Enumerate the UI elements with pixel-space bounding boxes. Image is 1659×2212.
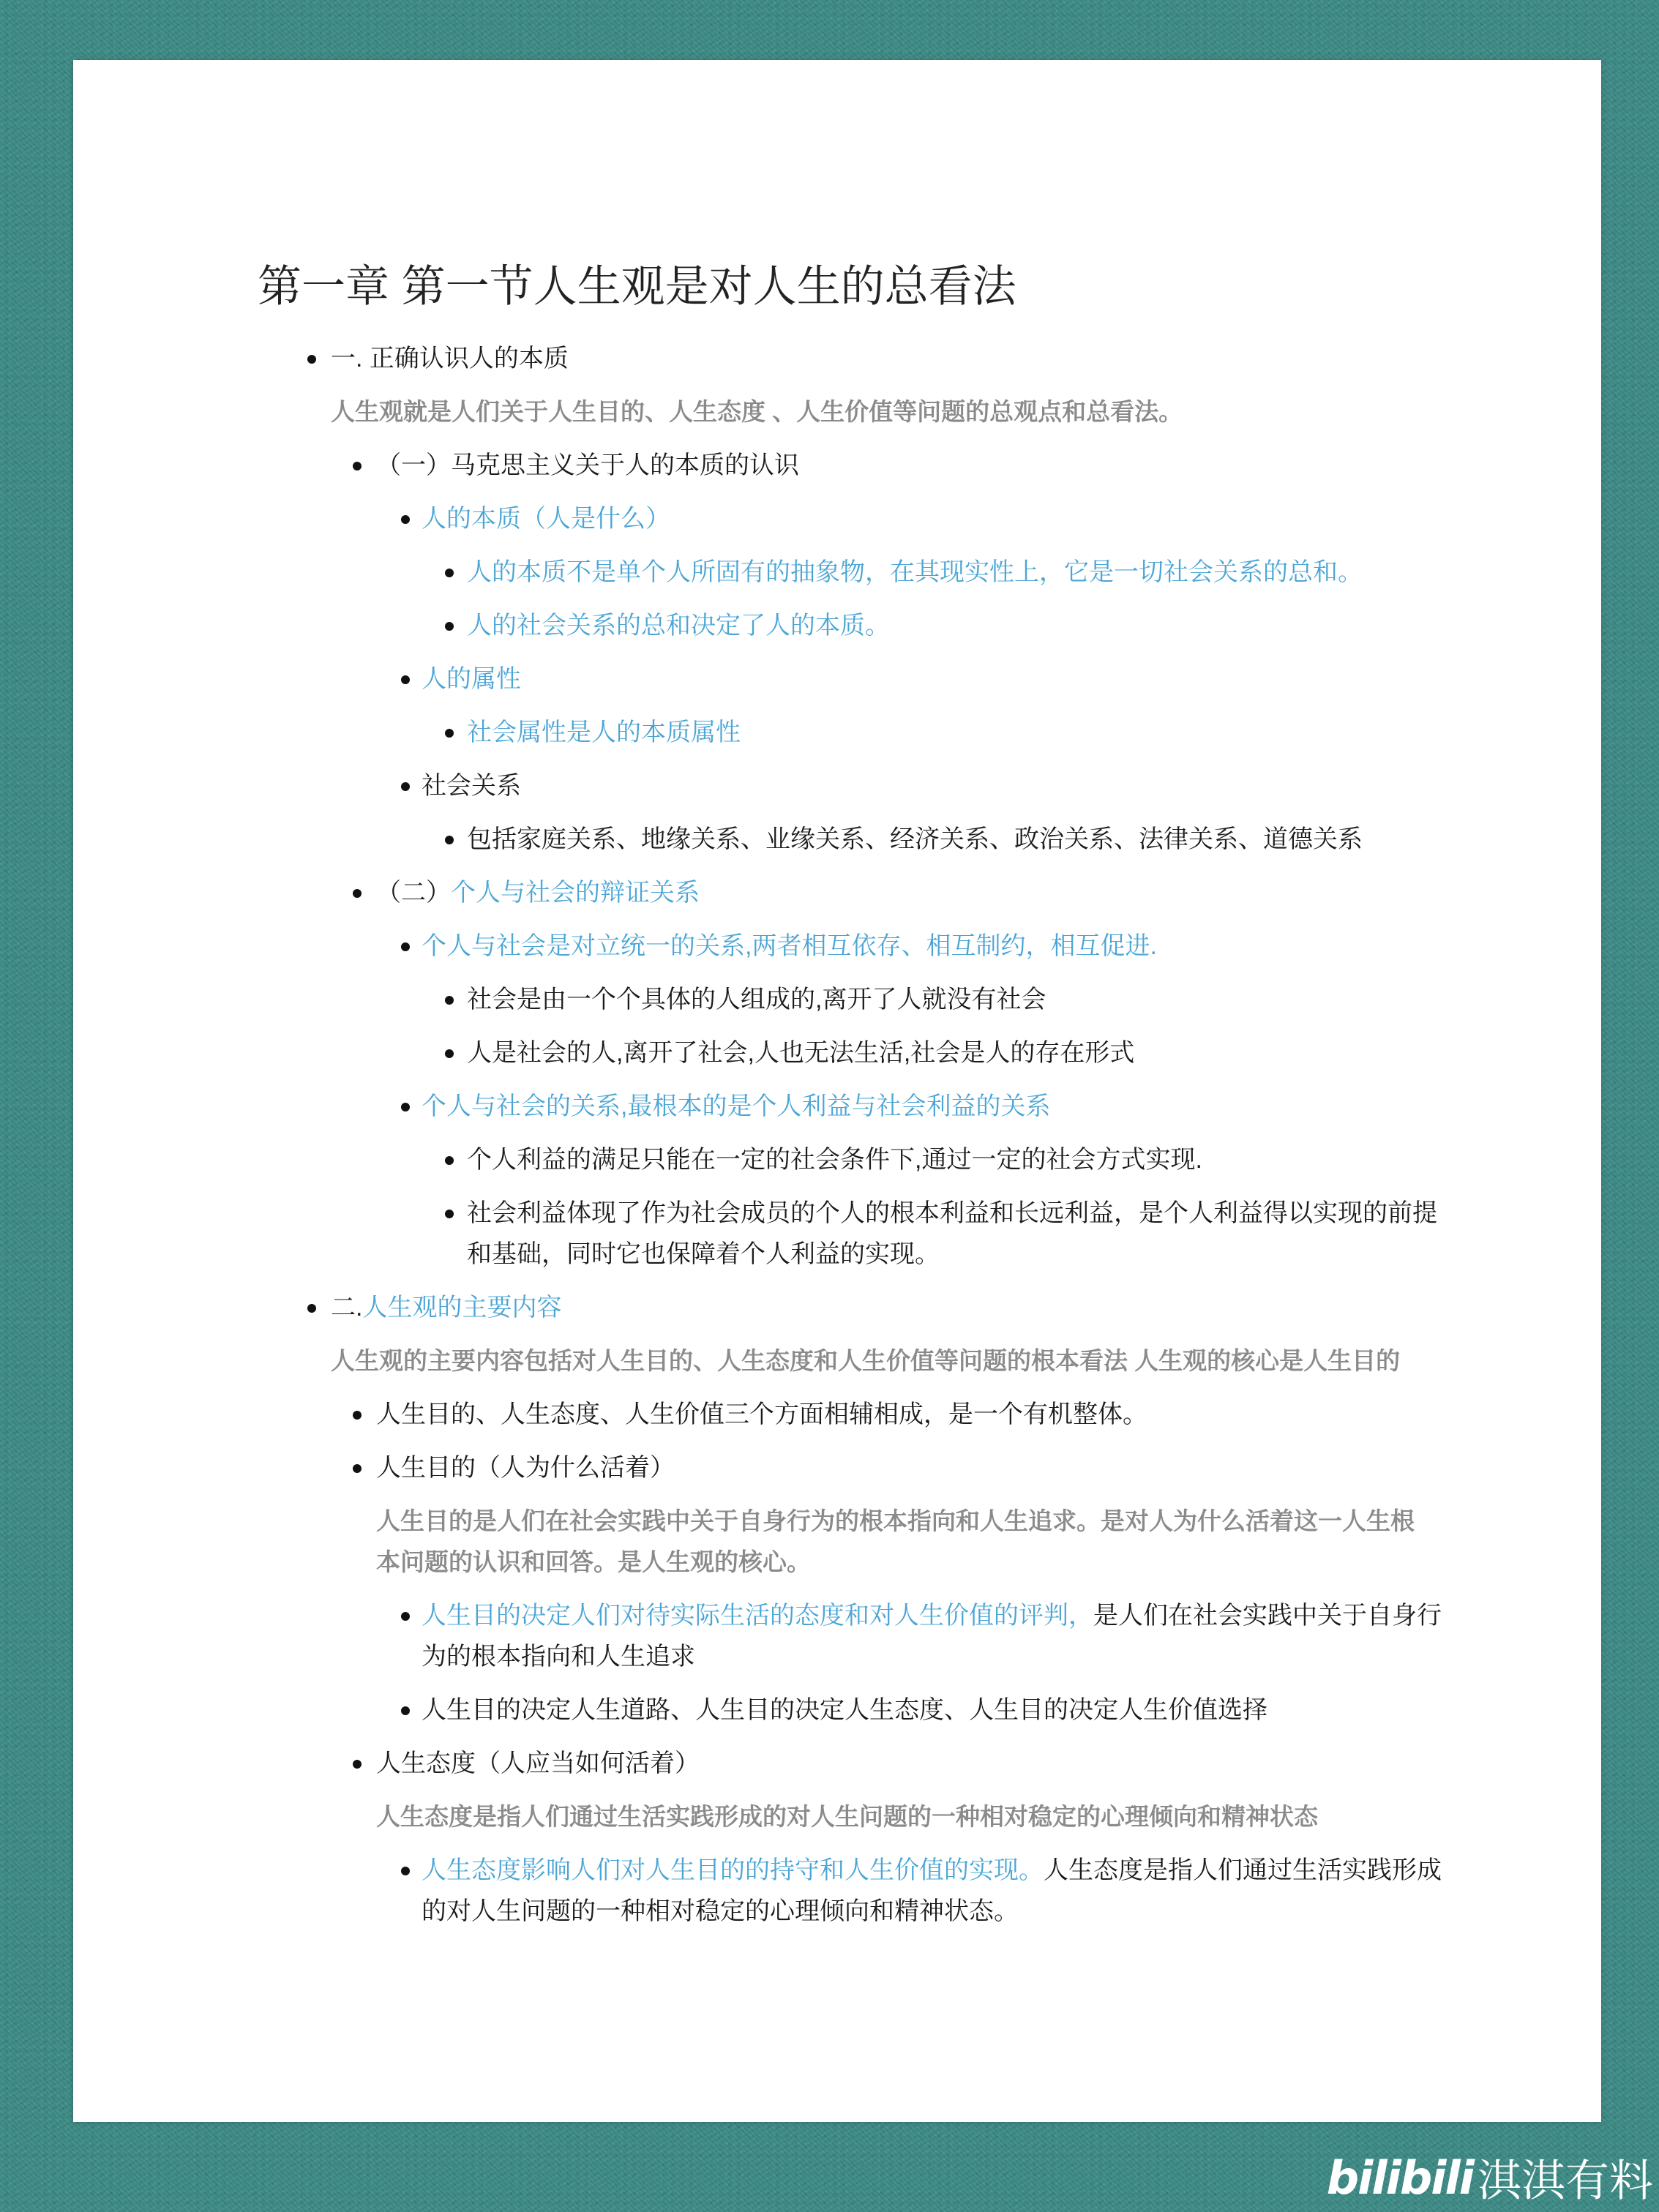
list-item: 个人与社会的关系,最根本的是个人利益与社会利益的关系	[258, 1086, 1487, 1127]
list-item-highlight: 人生目的决定人们对待实际生活的态度和对人生价值的评判，	[422, 1602, 1093, 1630]
list-item-highlight: 人生态度影响人们对人生目的的持守和人生价值的实现。	[422, 1856, 1044, 1884]
section-2-attitude-note: 人生态度是指人们通过生活实践形成的对人生问题的一种相对稳定的心理倾向和精神状态	[376, 1803, 1318, 1830]
list-item: 人的社会关系的总和决定了人的本质。	[258, 605, 1487, 646]
document-content	[258, 258, 1487, 1944]
list-item-continuation: 和基础，同时它也保障着个人利益的实现。	[467, 1240, 940, 1268]
section-1b-title: 个人与社会的辩证关系	[451, 879, 700, 907]
list-item: 个人与社会是对立统一的关系,两者相互依存、相互制约，相互促进.	[258, 926, 1487, 967]
section-2-heading	[258, 1287, 1487, 1328]
list-item: 个人利益的满足只能在一定的社会条件下,通过一定的社会方式实现.	[258, 1139, 1487, 1180]
page-title: 第一章 第一节人生观是对人生的总看法	[258, 262, 1016, 311]
section-1a-heading: （一）马克思主义关于人的本质的认识	[258, 445, 1487, 486]
list-item-text: 人生态度是指人们通过生活实践形成	[1044, 1856, 1442, 1884]
watermark-author: 淇淇有料	[1478, 2156, 1653, 2207]
list-item: 社会属性是人的本质属性	[258, 712, 1487, 753]
document-page	[73, 60, 1601, 2122]
list-item: 人是社会的人,离开了社会,人也无法生活,社会是人的存在形式	[258, 1032, 1487, 1073]
section-2-purpose-note-continuation: 本问题的认识和回答。是人生观的核心。	[376, 1548, 811, 1575]
section-1-note: 人生观就是人们关于人生目的、人生态度 、人生价值等问题的总观点和总看法。	[331, 398, 1183, 425]
section-1-heading: 一. 正确认识人的本质	[258, 338, 1487, 379]
bilibili-logo: bilibili	[1326, 2151, 1473, 2205]
list-item: 社会是由一个个具体的人组成的,离开了人就没有社会	[258, 979, 1487, 1020]
section-1b-prefix: （二）	[376, 879, 451, 907]
list-item: 社会利益体现了作为社会成员的个人的根本利益和长远利益，是个人利益得以实现的前提	[258, 1193, 1487, 1234]
list-item: 社会关系	[258, 765, 1487, 806]
list-item: 人生目的、人生态度、人生价值三个方面相辅相成，是一个有机整体。	[258, 1394, 1487, 1435]
list-item: 人的属性	[258, 659, 1487, 700]
list-item: 人的本质（人是什么）	[258, 498, 1487, 539]
section-2-note: 人生观的主要内容包括对人生目的、人生态度和人生价值等问题的根本看法 人生观的核心是人生目的	[331, 1347, 1401, 1374]
list-item: 人生态度（人应当如何活着）	[258, 1743, 1487, 1784]
section-2-title: 人生观的主要内容	[362, 1294, 562, 1321]
list-item: 人生目的决定人生道路、人生目的决定人生态度、人生目的决定人生价值选择	[258, 1690, 1487, 1731]
list-item-continuation: 的对人生问题的一种相对稳定的心理倾向和精神状态。	[422, 1897, 1019, 1925]
list-item-text: 是人们在社会实践中关于自身行	[1093, 1602, 1442, 1630]
list-item	[258, 1850, 1487, 1891]
list-item: 包括家庭关系、地缘关系、业缘关系、经济关系、政治关系、法律关系、道德关系	[258, 819, 1487, 860]
list-item-continuation: 为的根本指向和人生追求	[422, 1643, 695, 1671]
section-2-prefix: 二.	[331, 1294, 363, 1321]
section-1b-heading	[258, 872, 1487, 913]
list-item: 人的本质不是单个人所固有的抽象物，在其现实性上，它是一切社会关系的总和。	[258, 552, 1487, 593]
list-item	[258, 1595, 1487, 1636]
watermark	[1327, 2146, 1653, 2209]
list-item: 人生目的（人为什么活着）	[258, 1447, 1487, 1488]
section-2-purpose-note: 人生目的是人们在社会实践中关于自身行为的根本指向和人生追求。是对人为什么活着这一人生根	[376, 1507, 1415, 1534]
